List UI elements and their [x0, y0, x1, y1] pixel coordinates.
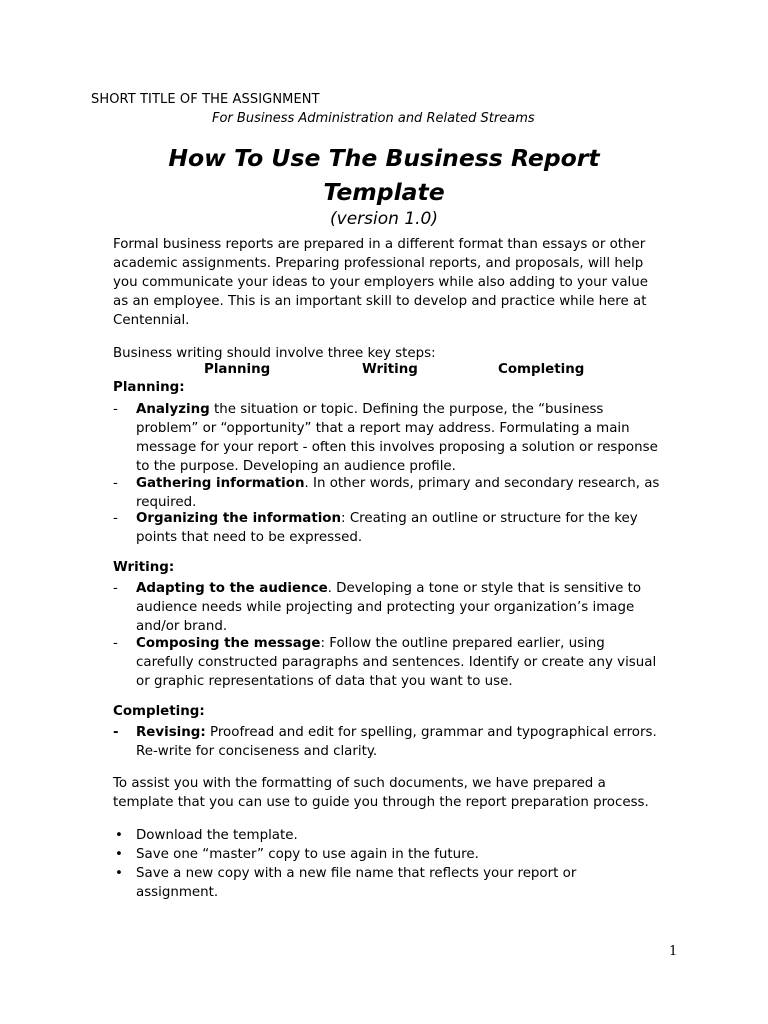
list-item-line: [136, 400, 696, 419]
list-item-text: . In other words, primary and secondary research, as: [304, 476, 660, 491]
bullet-body: [136, 826, 298, 845]
list-item-line: [136, 723, 696, 742]
intro-line: you communicate your ideas to your employers while also adding to your value: [113, 275, 648, 290]
list-item-text: the situation or topic. Defining the purpose, the “business: [209, 402, 604, 417]
writing-heading: Writing:: [113, 560, 175, 575]
page-number: 1: [669, 944, 678, 959]
intro-line: Centennial.: [113, 313, 190, 328]
list-item-body: [136, 474, 696, 512]
list-item-text: Proofread and edit for spelling, grammar and typographical errors.: [205, 725, 657, 740]
list-item-line: problem” or “opportunity” that a report may address. Formulating a main: [136, 421, 630, 436]
dash-marker: -: [113, 402, 118, 417]
steps-intro: [113, 344, 683, 363]
list-item-line: carefully constructed paragraphs and sentences. Identify or create any visual: [136, 655, 657, 670]
list-item-body: [136, 400, 696, 476]
list-item-text: : Follow the outline prepared earlier, using: [320, 636, 605, 651]
intro-paragraph: [113, 235, 683, 330]
intro-line: Formal business reports are prepared in a different format than essays or other: [113, 237, 646, 252]
assist-line: To assist you with the formatting of such documents, we have prepared a: [113, 776, 606, 791]
bullet-line: Save a new copy with a new file name that reflects your report or: [136, 866, 577, 881]
dash-marker: -: [113, 511, 118, 526]
intro-line: as an employee. This is an important skill to develop and practice while here at: [113, 294, 647, 309]
list-item-line: Re-write for conciseness and clarity.: [136, 744, 378, 759]
short-title: SHORT TITLE OF THE ASSIGNMENT: [91, 92, 320, 107]
list-item-term: Revising:: [136, 725, 206, 740]
list-item-line: [136, 474, 696, 493]
bullet-line: Download the template.: [136, 828, 298, 843]
bullet-icon: •: [115, 847, 123, 862]
list-item-line: points that need to be expressed.: [136, 530, 363, 545]
bullet-line: assignment.: [136, 885, 219, 900]
list-item-body: [136, 634, 696, 691]
list-item-text: : Creating an outline or structure for the key: [341, 511, 638, 526]
list-item-body: [136, 579, 696, 636]
list-item-term: Analyzing: [136, 402, 210, 417]
step-writing: Writing: [362, 362, 418, 377]
dash-marker: -: [113, 725, 119, 740]
bullet-icon: •: [115, 866, 123, 881]
dash-marker: -: [113, 636, 118, 651]
list-item-body: [136, 509, 696, 547]
bullet-body: [136, 864, 576, 902]
list-item-line: message for your report - often this involves proposing a solution or response: [136, 440, 658, 455]
list-item-term: Organizing the information: [136, 511, 342, 526]
document-title-line1: How To Use The Business Report: [168, 144, 600, 172]
list-item-body: [136, 723, 696, 761]
list-item-line: and/or brand.: [136, 619, 228, 634]
list-item-line: [136, 579, 696, 598]
list-item-term: Gathering information: [136, 476, 305, 491]
step-completing: Completing: [498, 362, 585, 377]
steps-intro-text: Business writing should involve three key steps:: [113, 346, 436, 361]
list-item-line: audience needs while projecting and protecting your organization’s image: [136, 600, 635, 615]
dash-marker: -: [113, 581, 118, 596]
list-item-term: Adapting to the audience: [136, 581, 328, 596]
completing-heading: Completing:: [113, 704, 205, 719]
list-item-line: [136, 634, 696, 653]
assist-paragraph: [113, 774, 683, 812]
list-item-text: . Developing a tone or style that is sensitive to: [327, 581, 642, 596]
step-planning: Planning: [204, 362, 271, 377]
list-item-line: to the purpose. Developing an audience profile.: [136, 459, 456, 474]
list-item-line: required.: [136, 495, 197, 510]
dash-marker: -: [113, 476, 118, 491]
list-item-line: or graphic representations of data that you want to use.: [136, 674, 513, 689]
document-version: (version 1.0): [330, 209, 438, 229]
planning-heading: Planning:: [113, 380, 185, 395]
assist-line: template that you can use to guide you through the report preparation process.: [113, 795, 649, 810]
bullet-icon: •: [115, 828, 123, 843]
bullet-body: [136, 845, 479, 864]
bullet-line: Save one “master” copy to use again in the future.: [136, 847, 479, 862]
list-item-term: Composing the message: [136, 636, 321, 651]
list-item-line: [136, 509, 696, 528]
document-title-line2: Template: [323, 178, 445, 206]
intro-line: academic assignments. Preparing professional reports, and proposals, will help: [113, 256, 644, 271]
subtitle: For Business Administration and Related Streams: [212, 111, 535, 126]
